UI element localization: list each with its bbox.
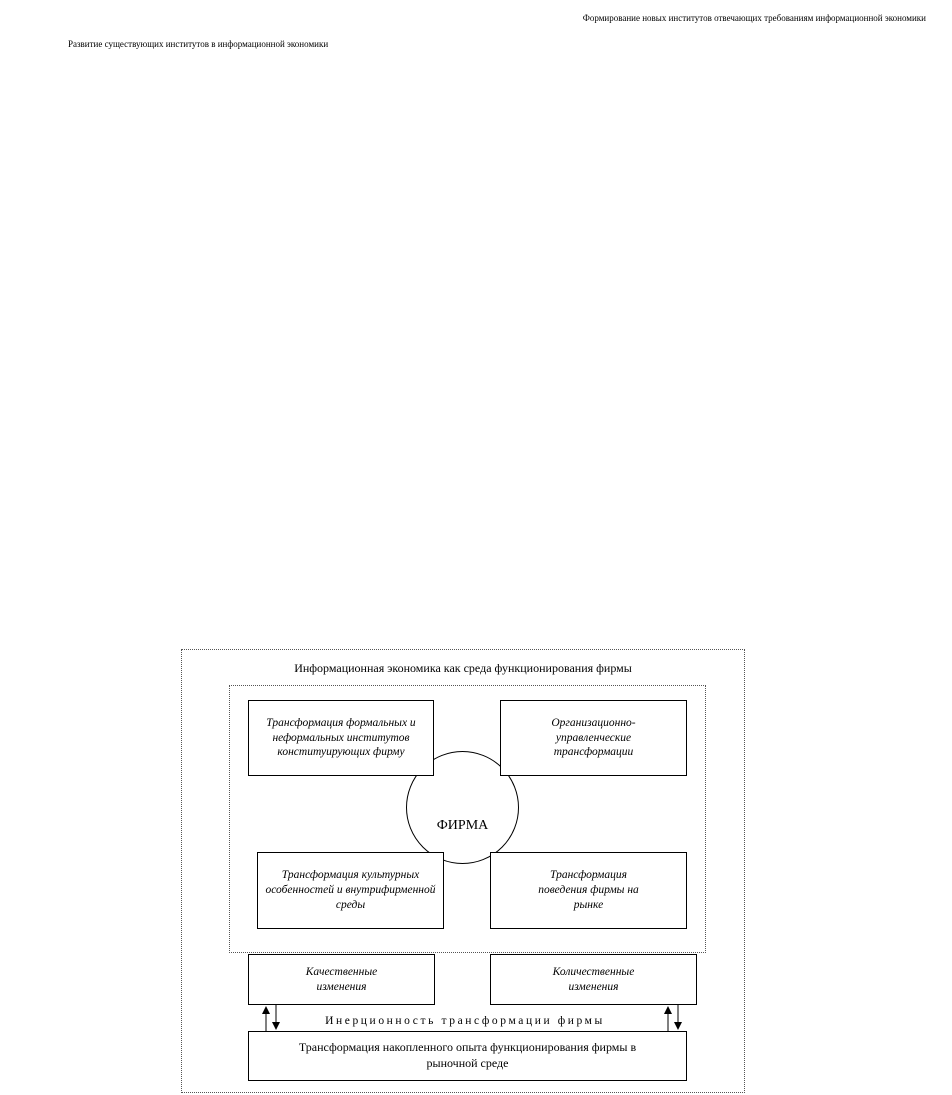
header-right-text: Формирование новых институтов отвечающих требованиям информационной экономики [582, 13, 926, 23]
box-qualitative-text: Качественные изменения [305, 965, 378, 993]
inertia-label: Инерционность трансформации фирмы [325, 1015, 605, 1027]
box-experience-text: Трансформация накопленного опыта функционирования фирмы в рыночной среде [298, 1040, 637, 1070]
outer-title: Информационная экономика как среда функционирования фирмы [294, 661, 632, 675]
box-quantitative-text: Количественные изменения [552, 965, 635, 993]
box-org-management-text: Организационно-управленческие трансформации [551, 716, 636, 759]
box-culture-text: Трансформация культурных особенностей и внутрифирменной среды [265, 869, 436, 911]
firm-label: ФИРМА [436, 818, 489, 833]
box-market-behavior-text: Трансформация поведения фирмы на рынке [538, 869, 639, 911]
header-left-text: Развитие существующих институтов в информационной экономики [68, 39, 329, 49]
box-institutions-text: Трансформация формальных и неформальных институтов конституирующих фирму [266, 716, 416, 759]
